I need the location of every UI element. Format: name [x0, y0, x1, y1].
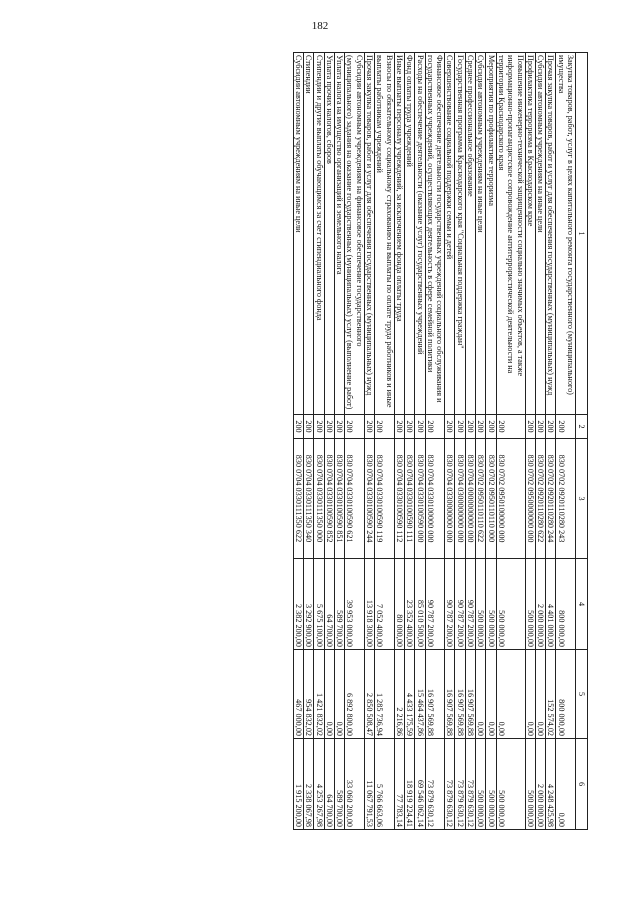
row-value-col6-cell: 2 000 000,00	[535, 739, 545, 830]
row-value-col6-cell: 77 783,14	[394, 739, 404, 830]
row-code-cell: 200	[525, 415, 535, 439]
table-row	[303, 53, 313, 830]
row-kbk-cell: 830 0704 0330111350 622	[293, 439, 303, 559]
row-kbk-cell: 830 0704 0000000000 000	[465, 439, 475, 559]
budget-table	[293, 52, 588, 830]
row-kbk-cell: 830 0702 0950100000 000	[496, 439, 525, 559]
row-name-cell: Расходы на обеспечение деятельности (оказание услуг) государственных учреждений	[415, 53, 425, 415]
row-code-cell: 200	[546, 415, 556, 439]
header-col-5: 5	[576, 650, 588, 739]
table-row	[425, 53, 445, 830]
row-value-col5-cell: 0,00	[324, 650, 334, 739]
row-kbk-cell: 830 0702 0950110110 000	[486, 439, 496, 559]
row-value-col6-cell: 2 338 067,98	[303, 739, 313, 830]
row-kbk-cell: 830 0704 0330100590 112	[394, 439, 404, 559]
row-value-col4-cell: 7 052 400,00	[375, 559, 395, 650]
row-value-col6-cell: 33 060 200,00	[345, 739, 365, 830]
row-value-col5-cell: 0,00	[535, 650, 545, 739]
row-name-cell: Стипендии	[303, 53, 313, 415]
row-code-cell: 200	[415, 415, 425, 439]
row-value-col4-cell: 85 010 500,00	[415, 559, 425, 650]
row-code-cell: 200	[314, 415, 324, 439]
row-value-col5-cell: 16 907 569,88	[465, 650, 475, 739]
table-row	[293, 53, 303, 830]
row-name-cell: Мероприятия по профилактике терроризма	[486, 53, 496, 415]
table-row	[556, 53, 576, 830]
row-value-col5-cell: 1 421 832,02	[314, 650, 324, 739]
table-row	[486, 53, 496, 830]
row-code-cell: 200	[445, 415, 455, 439]
row-value-col5-cell: 954 832,02	[303, 650, 313, 739]
table-row	[314, 53, 324, 830]
row-value-col5-cell: 152 574,02	[546, 650, 556, 739]
row-value-col6-cell: 18 919 224,41	[404, 739, 414, 830]
row-name-cell: Субсидии автономным учреждениям на иные цели	[293, 53, 303, 415]
row-kbk-cell: 830 0704 0330100590 852	[324, 439, 334, 559]
table-body	[293, 53, 575, 830]
row-value-col5-cell: 16 907 569,88	[455, 650, 465, 739]
row-kbk-cell: 830 0704 0330100590 851	[334, 439, 344, 559]
row-value-col4-cell: 39 953 000,00	[345, 559, 365, 650]
row-value-col4-cell: 3 292 900,00	[303, 559, 313, 650]
row-value-col4-cell: 64 700,00	[324, 559, 334, 650]
row-code-cell: 200	[293, 415, 303, 439]
table-row	[364, 53, 374, 830]
row-value-col6-cell: 73 879 630,12	[425, 739, 445, 830]
row-kbk-cell: 830 0702 0950000000 000	[525, 439, 535, 559]
row-value-col4-cell: 2 382 200,00	[293, 559, 303, 650]
row-name-cell: Прочая закупка товаров, работ и услуг для обеспечения государственных (муниципальных) нужд	[546, 53, 556, 415]
table-row	[445, 53, 455, 830]
header-col-4: 4	[576, 559, 588, 650]
row-value-col4-cell: 23 352 400,00	[404, 559, 414, 650]
row-name-cell: Стипендии и другие выплаты обучающимся за счет стипендиального фонда	[314, 53, 324, 415]
row-name-cell: Иные выплаты персоналу учреждений, за исключением фонда оплаты труда	[394, 53, 404, 415]
row-value-col5-cell: 0,00	[486, 650, 496, 739]
row-code-cell: 200	[364, 415, 374, 439]
row-name-cell: Взносы по обязательному социальному страхованию на выплаты по оплате труда работников и иные выплаты работникам учреждений	[375, 53, 395, 415]
row-kbk-cell: 830 0704 0330111350 340	[303, 439, 313, 559]
rotated-table-sheet	[58, 52, 588, 829]
row-value-col5-cell: 800 000,00	[556, 650, 576, 739]
row-value-col5-cell: 15 464 437,86	[415, 650, 425, 739]
row-value-col6-cell: 500 000,00	[496, 739, 525, 830]
row-code-cell: 200	[334, 415, 344, 439]
row-value-col6-cell: 73 879 630,12	[445, 739, 455, 830]
row-name-cell: Государственная программа Краснодарского края "Социальная поддержка граждан"	[455, 53, 465, 415]
row-name-cell: Закупка товаров, работ, услуг в целях капитального ремонта государственного (муниципального) имущества	[556, 53, 576, 415]
row-value-col5-cell: 0,00	[476, 650, 486, 739]
row-kbk-cell: 830 0702 0950110110 622	[476, 439, 486, 559]
table-row	[535, 53, 545, 830]
row-value-col4-cell: 90 787 200,00	[425, 559, 445, 650]
row-name-cell: Совершенствование социальной поддержки семьи и детей	[445, 53, 455, 415]
row-value-col4-cell: 4 401 000,00	[546, 559, 556, 650]
row-value-col6-cell: 73 879 630,12	[455, 739, 465, 830]
row-name-cell: Финансовое обеспечение деятельности государственных учреждений социального обслуживания и государственных учреждений, осуществляющих деятельность в сфере семейной политики	[425, 53, 445, 415]
table-row	[334, 53, 344, 830]
row-value-col4-cell: 90 787 200,00	[455, 559, 465, 650]
row-code-cell: 200	[496, 415, 525, 439]
row-code-cell: 200	[535, 415, 545, 439]
row-code-cell: 200	[404, 415, 414, 439]
table-row	[546, 53, 556, 830]
header-col-2: 2	[576, 415, 588, 439]
row-name-cell: Прочая закупка товаров, работ и услуг для обеспечения государственных (муниципальных) нужд	[364, 53, 374, 415]
row-kbk-cell: 830 0704 0330100590 119	[375, 439, 395, 559]
row-value-col6-cell: 64 700,00	[324, 739, 334, 830]
row-value-col5-cell: 0,00	[334, 650, 344, 739]
row-name-cell: Уплата налога на имущество организаций и земельного налога	[334, 53, 344, 415]
header-col-1: 1	[576, 53, 588, 415]
row-code-cell: 200	[303, 415, 313, 439]
header-col-6: 6	[576, 739, 588, 830]
page-number: 182	[311, 20, 329, 32]
row-value-col4-cell: 5 675 100,00	[314, 559, 324, 650]
row-value-col5-cell: 2 850 508,47	[364, 650, 374, 739]
row-value-col6-cell: 500 000,00	[476, 739, 486, 830]
row-kbk-cell: 830 0702 0920110280 243	[556, 439, 576, 559]
row-code-cell: 200	[455, 415, 465, 439]
row-value-col6-cell: 4 248 425,98	[546, 739, 556, 830]
header-row	[576, 53, 588, 830]
row-value-col4-cell: 500 000,00	[525, 559, 535, 650]
table-row	[324, 53, 334, 830]
row-value-col5-cell: 16 907 569,88	[425, 650, 445, 739]
row-kbk-cell: 830 0702 0920110280 622	[535, 439, 545, 559]
row-value-col5-cell: 467 000,00	[293, 650, 303, 739]
row-name-cell: Субсидии автономным учреждениям на иные цели	[535, 53, 545, 415]
row-kbk-cell: 830 0704 0330100590 000	[415, 439, 425, 559]
header-col-3: 3	[576, 439, 588, 559]
row-kbk-cell: 830 0704 0300000000 000	[455, 439, 465, 559]
row-value-col6-cell: 4 253 267,98	[314, 739, 324, 830]
row-code-cell: 200	[394, 415, 404, 439]
row-value-col6-cell: 69 546 062,14	[415, 739, 425, 830]
row-value-col4-cell: 500 000,00	[486, 559, 496, 650]
row-name-cell: Фонд оплаты труда учреждений	[404, 53, 414, 415]
row-value-col6-cell: 0,00	[556, 739, 576, 830]
row-value-col4-cell: 500 000,00	[476, 559, 486, 650]
row-value-col4-cell: 80 000,00	[394, 559, 404, 650]
row-code-cell: 200	[324, 415, 334, 439]
row-value-col6-cell: 11 067 791,53	[364, 739, 374, 830]
row-kbk-cell: 830 0704 0330000000 000	[445, 439, 455, 559]
row-value-col5-cell: 0,00	[525, 650, 535, 739]
row-name-cell: Субсидии автономным учреждениям на иные цели	[476, 53, 486, 415]
table-row	[345, 53, 365, 830]
row-value-col5-cell: 6 892 800,00	[345, 650, 365, 739]
row-value-col4-cell: 90 787 200,00	[465, 559, 475, 650]
row-kbk-cell: 830 0704 0330100590 621	[345, 439, 365, 559]
row-value-col4-cell: 800 000,00	[556, 559, 576, 650]
row-code-cell: 200	[375, 415, 395, 439]
row-value-col4-cell: 2 000 000,00	[535, 559, 545, 650]
row-code-cell: 200	[486, 415, 496, 439]
table-row	[394, 53, 404, 830]
row-kbk-cell: 830 0704 0330111350 000	[314, 439, 324, 559]
table-row	[404, 53, 414, 830]
row-value-col5-cell: 2 216,86	[394, 650, 404, 739]
row-value-col5-cell: 0,00	[496, 650, 525, 739]
row-code-cell: 200	[425, 415, 445, 439]
row-name-cell: Субсидии автономным учреждениям на финансовое обеспечение государственного (муниципального) задания на оказание государственных (муниципальных) услуг (выполнение работ)	[345, 53, 365, 415]
table-row	[476, 53, 486, 830]
row-value-col5-cell: 1 285 736,94	[375, 650, 395, 739]
row-kbk-cell: 830 0702 0920110280 244	[546, 439, 556, 559]
row-value-col6-cell: 1 915 200,00	[293, 739, 303, 830]
row-name-cell: Среднее профессиональное образование	[465, 53, 475, 415]
row-code-cell: 200	[465, 415, 475, 439]
table-row	[465, 53, 475, 830]
row-value-col4-cell: 589 700,00	[334, 559, 344, 650]
row-value-col4-cell: 13 918 300,00	[364, 559, 374, 650]
row-value-col6-cell: 500 000,00	[525, 739, 535, 830]
row-value-col4-cell: 90 787 200,00	[445, 559, 455, 650]
row-kbk-cell: 830 0704 0330100590 111	[404, 439, 414, 559]
row-value-col5-cell: 16 907 569,88	[445, 650, 455, 739]
row-value-col6-cell: 500 000,00	[486, 739, 496, 830]
row-value-col4-cell: 500 000,00	[496, 559, 525, 650]
table-row	[375, 53, 395, 830]
row-value-col5-cell: 4 433 175,59	[404, 650, 414, 739]
row-kbk-cell: 830 0704 0330100000 000	[425, 439, 445, 559]
table-row	[525, 53, 535, 830]
table-row	[455, 53, 465, 830]
row-code-cell: 200	[476, 415, 486, 439]
row-name-cell: Уплата прочих налогов, сборов	[324, 53, 334, 415]
row-value-col6-cell: 589 700,00	[334, 739, 344, 830]
table-row	[415, 53, 425, 830]
row-name-cell: Профилактика терроризма в Краснодарском крае	[525, 53, 535, 415]
row-value-col6-cell: 73 879 630,12	[465, 739, 475, 830]
table-row	[496, 53, 525, 830]
row-code-cell: 200	[345, 415, 365, 439]
row-code-cell: 200	[556, 415, 576, 439]
row-kbk-cell: 830 0704 0330100590 244	[364, 439, 374, 559]
row-name-cell: Повышение инженерно-технической защищенности социально значимых объектов, а также информационно-пропагандистское сопровождение антитеррористической деятельности на территории Краснодарского края	[496, 53, 525, 415]
row-value-col6-cell: 5 766 663,06	[375, 739, 395, 830]
